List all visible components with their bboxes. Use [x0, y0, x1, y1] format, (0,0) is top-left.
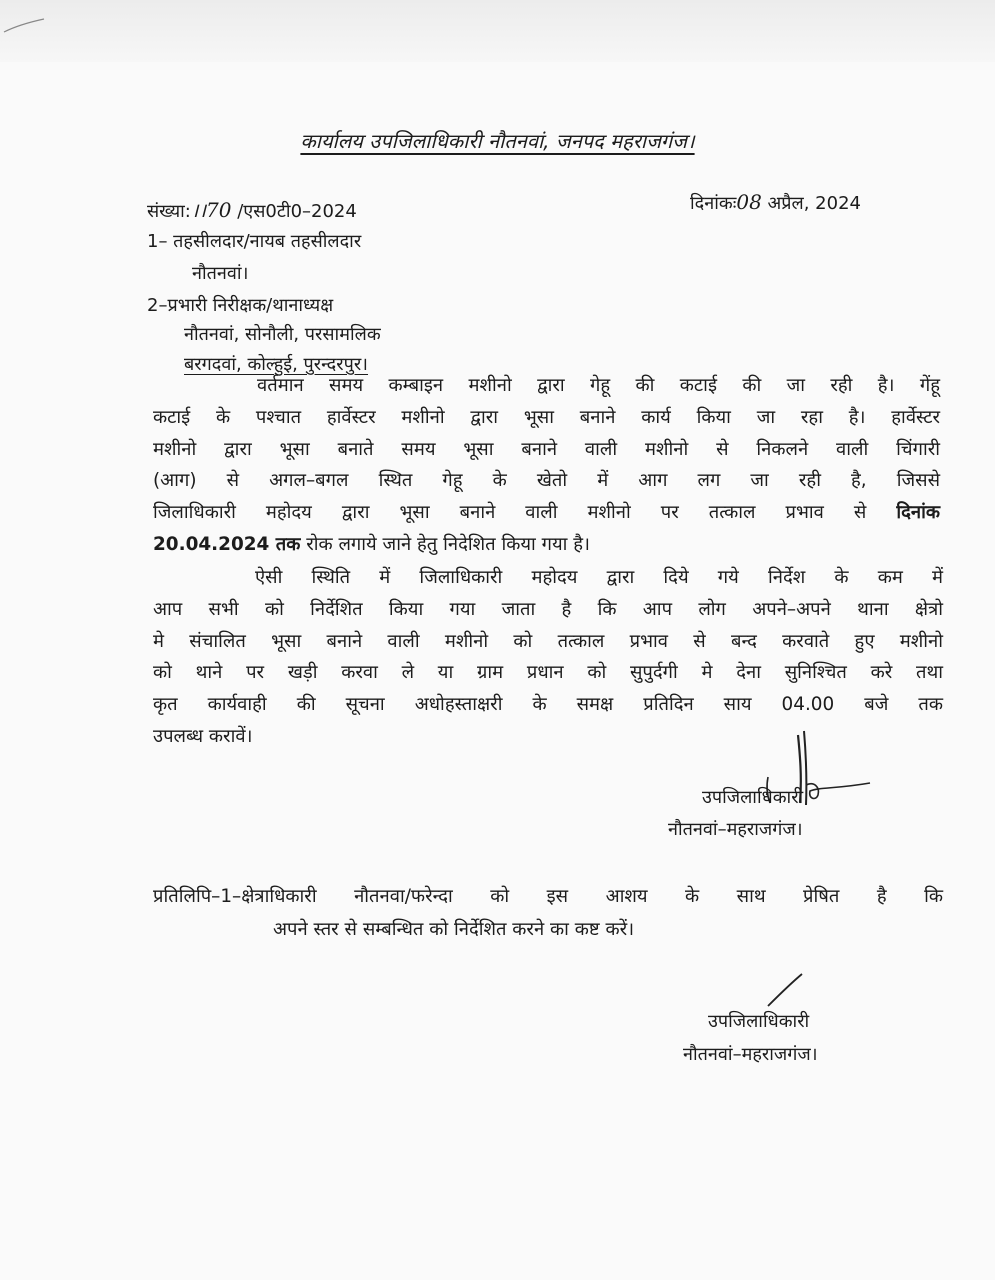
signature-1-place: नौतनवां–महराजगंज। — [668, 819, 803, 840]
addressee-1-place: नौतनवां। — [192, 263, 249, 284]
para2-line-5: कृत कार्यवाही की सूचना अधोहस्ताक्षरी के समक्ष प्रतिदिन साय 04.00 बजे तक — [153, 694, 943, 716]
reference-suffix: /एस0टी0–2024 — [231, 201, 357, 222]
signature-1-designation: उपजिलाधिकारी — [702, 787, 804, 808]
para2-line-6: उपलब्ध करावें। — [153, 725, 253, 747]
para1-line-5-text: जिलाधिकारी महोदय द्वारा भूसा बनाने वाली मशीनो पर तत्काल प्रभाव से — [153, 502, 867, 524]
copy-line-1: प्रतिलिपि–1–क्षेत्राधिकारी नौतनवा/फरेन्दा को इस आशय के साथ प्रेषित है कि — [153, 886, 943, 907]
body-paragraph-1 — [153, 370, 940, 561]
reference-prefix: संख्या: — [147, 201, 191, 222]
para1-line-2: कटाई के पश्चात हार्वेस्टर मशीनो द्वारा भूसा बनाने कार्य किया जा रहा है। हार्वेस्टर — [153, 406, 940, 428]
reference-number — [147, 198, 357, 224]
para2-line-3: मे संचालित भूसा बनाने वाली मशीनो को तत्काल प्रभाव से बन्द करवाते हुए मशीनो — [153, 630, 943, 652]
para1-line-4: (आग) से अगल–बगल स्थित गेहू के खेतो में आग लग जा रही है, जिससे — [153, 470, 940, 492]
copy-to-section — [153, 880, 943, 946]
signature-2-designation: उपजिलाधिकारी — [708, 1011, 810, 1032]
para1-line-3: मशीनो द्वारा भूसा बनाते समय भूसा बनाने वाली मशीनो से निकलने वाली चिंगारी — [153, 438, 940, 460]
copy-line-2: अपने स्तर से सम्बन्धित को निर्देशित करने का कष्ट करें। — [273, 919, 635, 940]
letter-date — [690, 190, 861, 216]
date-suffix: अप्रैल, 2024 — [761, 193, 861, 214]
para2-line-2: आप सभी को निर्देशित किया गया जाता है कि आप लोग अपने–अपने थाना क्षेत्रो — [153, 598, 943, 620]
scan-scratch-mark — [2, 6, 46, 36]
para1-line-6 — [153, 529, 940, 561]
para1-bold-date-label: दिनांक — [896, 502, 940, 524]
para2-line-1: ऐसी स्थिति में जिलाधिकारी महोदय द्वारा दिये गये निर्देश के कम में — [255, 567, 943, 588]
scan-top-band — [0, 0, 995, 62]
reference-handwritten-number: ।।70 — [190, 198, 232, 222]
para2-line-4: को थाने पर खड़ी करवा ले या ग्राम प्रधान को सुपुर्दगी मे देना सुनिश्चित करे तथा — [153, 662, 943, 684]
addressee-1-title: 1– तहसीलदार/नायब तहसीलदार — [147, 231, 362, 252]
date-prefix: दिनांकः — [690, 193, 737, 214]
addressee-2-places-b: बरगदवां, कोल्हुई, पुरन्दरपुर। — [184, 354, 369, 375]
handwritten-initial-2 — [760, 970, 810, 1010]
para1-line-1: वर्तमान समय कम्बाइन मशीनो द्वारा गेहू की कटाई की जा रही है। गेंहू — [257, 375, 940, 396]
date-handwritten-day: 08 — [736, 190, 762, 214]
para1-bold-date-value: 20.04.2024 तक — [153, 533, 301, 555]
addressee-2-places-a: नौतनवां, सोनौली, परसामलिक — [184, 324, 381, 345]
para1-line-6-text: रोक लगाये जाने हेतु निदेशित किया गया है। — [300, 533, 590, 555]
office-heading — [0, 127, 995, 154]
addressee-2-title: 2–प्रभारी निरीक्षक/थानाध्यक्ष — [147, 295, 334, 316]
office-heading-text: कार्यालय उपजिलाधिकारी नौतनवां, जनपद महराजगंज। — [300, 129, 695, 153]
signature-2-place: नौतनवां–महराजगंज। — [683, 1044, 818, 1065]
para1-line-5 — [153, 497, 940, 529]
